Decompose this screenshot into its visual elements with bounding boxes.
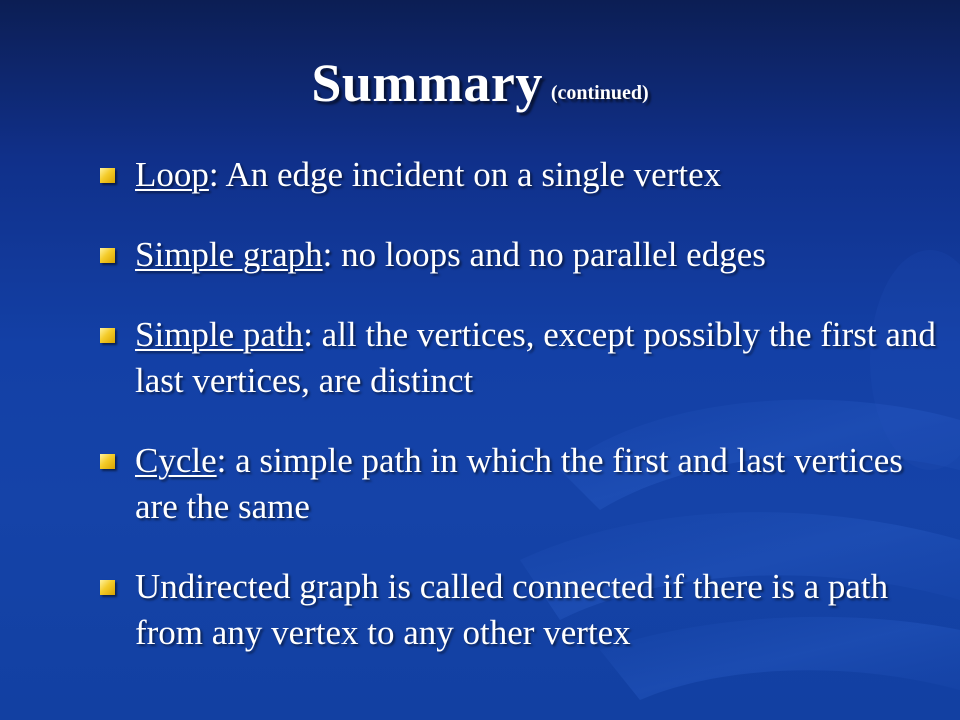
bullet-item-simple-path bbox=[100, 312, 940, 404]
bullet-item-cycle bbox=[100, 438, 940, 530]
bullet-separator: : bbox=[303, 315, 313, 354]
bullet-separator: : bbox=[208, 155, 219, 194]
bullet-text: no loops and no parallel edges bbox=[332, 235, 766, 274]
slide-title bbox=[0, 52, 960, 114]
bullet-list bbox=[100, 152, 940, 690]
title-subtitle: (continued) bbox=[550, 82, 649, 104]
bullet-term: Loop bbox=[135, 155, 209, 194]
bullet-item-simple-graph bbox=[100, 232, 940, 278]
bullet-text: all the vertices, except possibly the first and last vertices, are distinct bbox=[135, 315, 936, 400]
bullet-term: Cycle bbox=[135, 441, 217, 480]
bullet-text: An edge incident on a single vertex bbox=[218, 155, 722, 194]
title-main: Summary bbox=[311, 53, 543, 113]
bullet-separator: : bbox=[216, 441, 227, 480]
bullet-text: a simple path in which the first and last vertices are the same bbox=[135, 441, 903, 526]
bullet-item-connected bbox=[100, 564, 940, 656]
bullet-term: Simple graph bbox=[135, 235, 323, 274]
bullet-separator: : bbox=[322, 235, 333, 274]
bullet-text: Undirected graph is called connected if there is a path from any vertex to any other vertex bbox=[135, 567, 889, 652]
square-bullet-icon bbox=[100, 168, 115, 183]
square-bullet-icon bbox=[100, 248, 115, 263]
square-bullet-icon bbox=[100, 328, 115, 343]
square-bullet-icon bbox=[100, 580, 115, 595]
bullet-item-loop bbox=[100, 152, 940, 198]
square-bullet-icon bbox=[100, 454, 115, 469]
bullet-term: Simple path bbox=[135, 315, 304, 354]
